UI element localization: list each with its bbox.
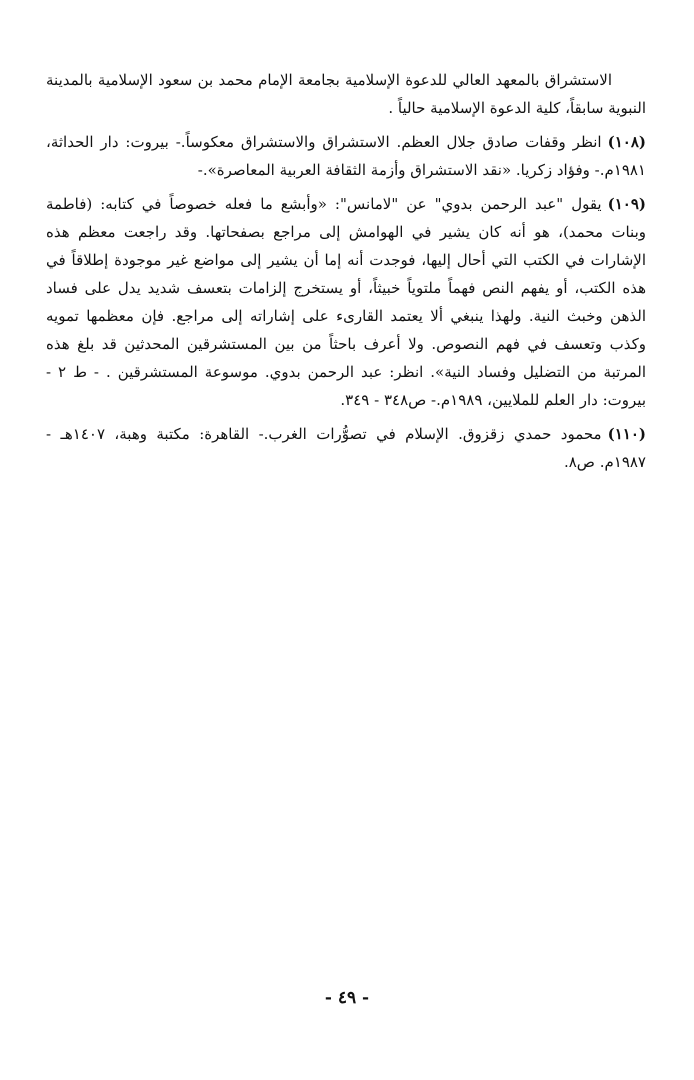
- footnote-number: (١٠٩): [607, 195, 646, 213]
- footnote-number: (١٠٨): [607, 133, 646, 151]
- footnote-number: (١١٠): [607, 425, 646, 443]
- footnote-109: [46, 190, 646, 414]
- footnote-text: الاستشراق بالمعهد العالي للدعوة الإسلامية بجامعة الإمام محمد بن سعود الإسلامية بالمدينة النبوية سابقاً، كلية الدعوة الإسلامية حالياً .: [46, 71, 646, 117]
- footnote-continuation: [46, 66, 646, 122]
- footnote-text: انظر وقفات صادق جلال العظم. الاستشراق والاستشراق معكوساً.- بيروت: دار الحداثة، ١٩٨١م.- وفؤاد زكريا. «نقد الاستشراق وأزمة الثقافة العربية المعاصرة».-: [46, 133, 646, 179]
- page-number: - ٤٩ -: [324, 988, 370, 1008]
- footnote-108: [46, 128, 646, 184]
- footnote-text: محمود حمدي زقزوق. الإسلام في تصوُّرات الغرب.- القاهرة: مكتبة وهبة، ١٤٠٧هـ - ١٩٨٧م. ص٨.: [46, 425, 646, 471]
- footnote-text: يقول "عبد الرحمن بدوي" عن "لامانس": «وأبشع ما فعله خصوصاً في كتابه: (فاطمة وبنات محمد)، هو أنه كان يشير في الهوامش إلى مراجع بصفحاتها. وقد راجعت معظم هذه الإشارات في الكتب التي أحال إليها، فوجدت أنه إما أن يشير إلى مواضع غير موجودة إطلاقاً في هذه الكتب، أو يفهم النص فهماً ملتوياً خبيثاً، أو يستخرج إلزامات بتعسف شديد يدل على فساد الذهن وخبث النية. ولهذا ينبغي ألا يعتمد القارىء على إشاراته إلى مراجع. فإن معظمها تمويه وكذب وتعسف في فهم النصوص. ولا أعرف باحثاً من بين المستشرقين المحدثين قد بلغ هذه المرتبة من التضليل وفساد النية». انظر: عبد الرحمن بدوي. موسوعة المستشرقين . - ط ٢ - بيروت: دار العلم للملايين، ١٩٨٩م.- ص٣٤٨ - ٣٤٩.: [46, 195, 646, 409]
- footnote-110: [46, 420, 646, 476]
- footnotes-section: [46, 66, 646, 482]
